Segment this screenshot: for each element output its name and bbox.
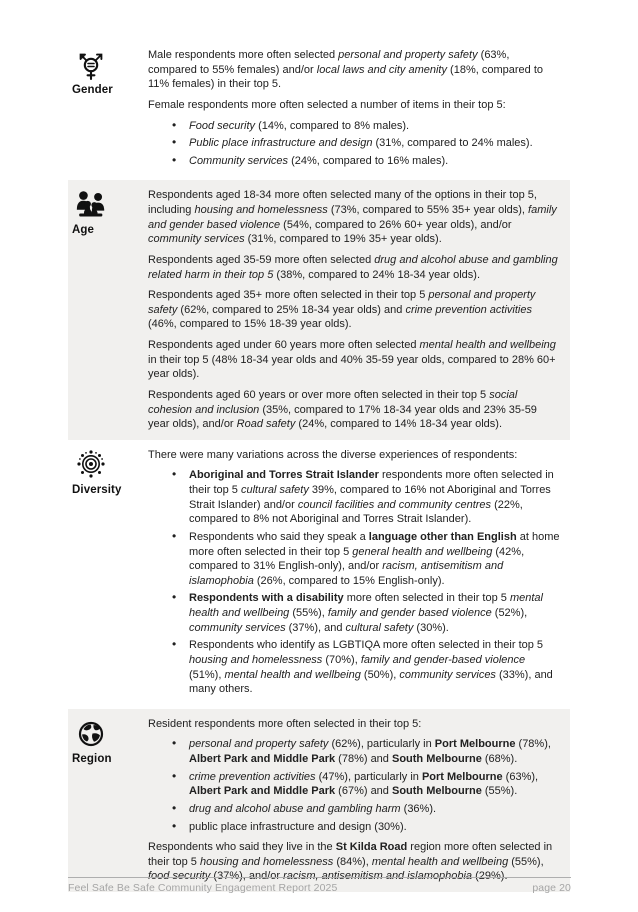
list-item: • Food security (14%, compared to 8% males). — [172, 119, 560, 134]
section-content-diversity — [148, 440, 570, 709]
footer-report-title: Feel Safe Be Safe Community Engagement Report 2025 — [68, 882, 338, 894]
list-item: • Respondents who said they speak a language other than English at home more often selected in their top 5 general health and wellbeing (42%, compared to 31% English-only), and/or racism, antisemitism and islamophobia (26%, compared to 15% English-only). — [172, 530, 560, 589]
paragraph: There were many variations across the diverse experiences of respondents: — [148, 448, 518, 461]
section-content-gender — [148, 40, 570, 180]
section-content-region — [148, 709, 570, 892]
footer-divider — [68, 877, 571, 878]
list-item: • crime prevention activities (47%), particularly in Port Melbourne (63%), Albert Park and Middle Park (67%) and South Melbourne (55%). — [172, 770, 560, 799]
section-label-age: Age — [72, 224, 95, 237]
list-item: • public place infrastructure and design (30%). — [172, 820, 560, 835]
paragraph: Respondents who said they live in the St Kilda Road region more often selected in their top 5 housing and homelessness (84%), mental health and wellbeing (55%), food security (37%), and/or racism, antisemitism and islamophobia (29%). — [148, 841, 553, 883]
paragraph: Male respondents more often selected personal and property safety (63%, compared to 55% females) and/or local laws and city amenity (18%, compared to 11% females) in their top 5. — [148, 49, 543, 91]
bullet-list — [148, 468, 560, 696]
paragraph: Respondents aged 60 years or over more often selected in their top 5 social cohesion and inclusion (35%, compared to 17% 18-34 year olds and 23% 35-59 year olds), and/or Road safety (24%, compared to 14% 18-34 year olds). — [148, 388, 537, 431]
footer-page-number: page 20 — [532, 882, 571, 894]
diversity-sun-icon — [74, 448, 108, 482]
bullet-list — [148, 737, 560, 834]
section-label-cell-diversity — [68, 440, 148, 709]
bullet-list — [148, 119, 560, 169]
section-label-gender: Gender — [72, 84, 113, 96]
globe-icon — [74, 717, 108, 751]
section-row-gender — [68, 40, 570, 180]
paragraph: Respondents aged 18-34 more often selected many of the options in their top 5, including housing and homelessness (73%, compared to 55% 35+ year olds), family and gender based violence (54%, compared to 26% 60+ year olds), and/or community services (31%, compared to 19% 35+ year olds). — [148, 189, 557, 246]
paragraph: Resident respondents more often selected in their top 5: — [148, 717, 422, 730]
transgender-icon — [74, 48, 108, 82]
section-label-region: Region — [72, 752, 112, 765]
section-label-cell-age — [68, 180, 148, 439]
sections-table — [68, 40, 570, 892]
paragraph: Respondents aged 35+ more often selected in their top 5 personal and property safety (62%, compared to 25% 18-34 year olds) and crime prevention activities (46%, compared to 15% 18-39 year olds). — [148, 289, 536, 331]
section-label-cell-gender — [68, 40, 148, 180]
list-item: • Respondents with a disability more often selected in their top 5 mental health and wellbeing (55%), family and gender based violence (52%), community services (37%), and cultural safety (30%). — [172, 591, 560, 635]
paragraph: Respondents aged 35-59 more often selected drug and alcohol abuse and gambling related harm in their top 5 (38%, compared to 24% 18-34 year olds). — [148, 253, 558, 281]
list-item: • Aboriginal and Torres Strait Islander respondents more often selected in their top 5 cultural safety 39%, compared to 16% not Aboriginal and Torres Strait Islander) and/or council facilities and community centres (22%, compared to 8% not Aboriginal and Torres Strait Islander). — [172, 468, 560, 527]
page-footer — [68, 877, 571, 894]
list-item: • Public place infrastructure and design (31%, compared to 24% males). — [172, 136, 560, 151]
list-item: • drug and alcohol abuse and gambling harm (36%). — [172, 802, 560, 817]
section-content-age — [148, 180, 570, 439]
paragraph: Female respondents more often selected a number of items in their top 5: — [148, 98, 506, 111]
section-label-cell-region — [68, 709, 148, 892]
list-item: • Respondents who identify as LGBTIQA more often selected in their top 5 housing and homelessness (70%), family and gender-based violence (51%), mental health and wellbeing (50%), community services (33%), and many others. — [172, 638, 560, 697]
section-row-age — [68, 180, 570, 439]
section-row-region — [68, 709, 570, 892]
section-label-diversity: Diversity — [72, 483, 122, 496]
list-item: • personal and property safety (62%), particularly in Port Melbourne (78%), Albert Park and Middle Park (78%) and South Melbourne (68%). — [172, 737, 560, 766]
list-item: • Community services (24%, compared to 16% males). — [172, 154, 560, 169]
people-group-icon — [74, 188, 108, 222]
section-row-diversity — [68, 440, 570, 709]
paragraph: Respondents aged under 60 years more often selected mental health and wellbeing in their top 5 (48% 18-34 year olds and 40% 35-59 year olds, compared to 28% 60+ year olds). — [148, 339, 556, 381]
